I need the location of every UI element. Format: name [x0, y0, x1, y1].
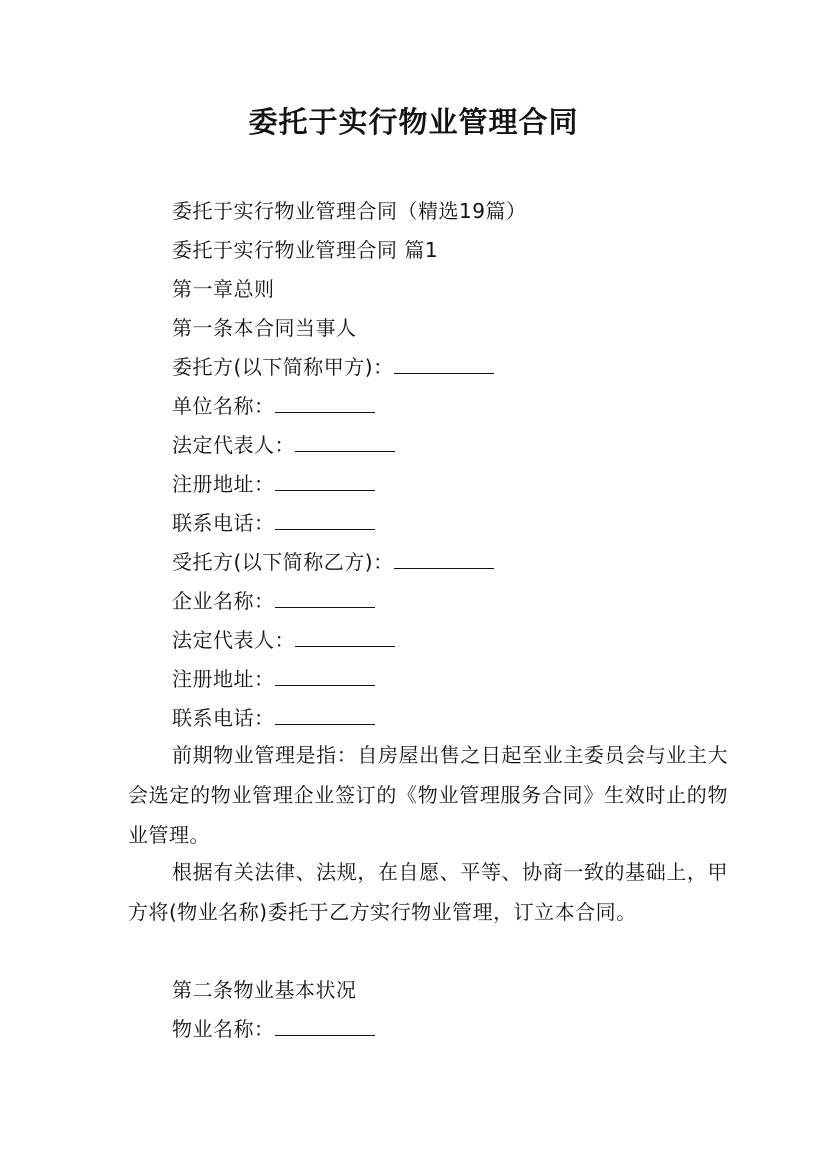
fill-in-blank: [275, 706, 375, 725]
form-field: [172, 510, 375, 536]
fill-in-blank: [394, 355, 494, 374]
form-field: [172, 705, 375, 731]
line-text: 第一条本合同当事人: [172, 316, 357, 340]
fill-in-blank: [295, 433, 395, 452]
form-field: [172, 666, 375, 692]
form-field: [172, 549, 494, 575]
fill-in-blank: [275, 1017, 375, 1036]
field-label: 单位名称：: [172, 394, 275, 418]
article-heading: [172, 315, 357, 341]
form-field: [172, 432, 395, 458]
field-label: 法定代表人：: [172, 628, 295, 652]
fill-in-blank: [295, 628, 395, 647]
fill-in-blank: [394, 550, 494, 569]
fill-in-blank: [275, 667, 375, 686]
document-title: 委托于实行物业管理合同: [248, 105, 579, 139]
field-label: 受托方(以下简称乙方)：: [172, 550, 394, 574]
field-label: 法定代表人：: [172, 433, 295, 457]
line-text: 委托于实行物业管理合同（精选19篇）: [172, 199, 527, 223]
fill-in-blank: [275, 511, 375, 530]
field-label: 联系电话：: [172, 511, 275, 535]
form-field: [172, 588, 375, 614]
form-field: [172, 393, 375, 419]
field-label: 注册地址：: [172, 667, 275, 691]
form-field: [172, 627, 395, 653]
field-label: 委托方(以下简称甲方)：: [172, 355, 394, 379]
field-label: 联系电话：: [172, 706, 275, 730]
fill-in-blank: [275, 472, 375, 491]
document-line: [172, 198, 526, 224]
article-heading: [172, 977, 357, 1003]
form-field: [172, 354, 494, 380]
line-text: 委托于实行物业管理合同 篇1: [172, 238, 439, 262]
body-paragraph: 根据有关法律、法规，在自愿、平等、协商一致的基础上，甲方将(物业名称)委托于乙方实行物业管理，订立本合同。: [128, 860, 728, 924]
document-line: [172, 237, 438, 263]
field-label: 企业名称：: [172, 589, 275, 613]
line-text: 第二条物业基本状况: [172, 978, 357, 1002]
form-field: [172, 471, 375, 497]
chapter-heading: [172, 276, 275, 302]
body-paragraph: 前期物业管理是指：自房屋出售之日起至业主委员会与业主大会选定的物业管理企业签订的《物业管理服务合同》生效时止的物业管理。: [128, 743, 728, 847]
line-text: 第一章总则: [172, 277, 275, 301]
fill-in-blank: [275, 589, 375, 608]
fill-in-blank: [275, 394, 375, 413]
form-field: [172, 1016, 375, 1042]
field-label: 物业名称：: [172, 1017, 275, 1041]
field-label: 注册地址：: [172, 472, 275, 496]
